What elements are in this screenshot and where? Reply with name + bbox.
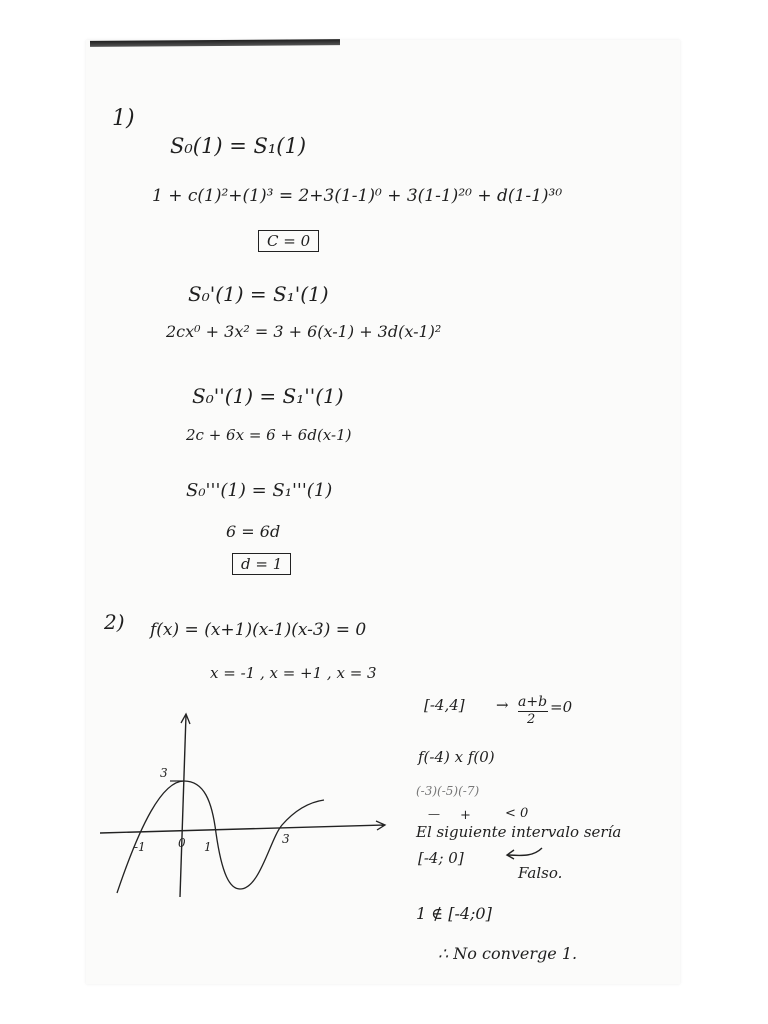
- equation-first-derivative: S₀'(1) = S₁'(1): [188, 282, 329, 306]
- function-curve: [117, 781, 324, 893]
- tick-label-x-neg1: -1: [134, 840, 146, 854]
- function-definition: f(x) = (x+1)(x-1)(x-3) = 0: [150, 620, 367, 640]
- curved-arrow-icon: [504, 844, 544, 866]
- function-graph: [100, 705, 390, 900]
- product-expression: f(-4) x f(0): [418, 748, 495, 766]
- tick-label-x-3: 3: [282, 832, 290, 846]
- sign-plus: +: [460, 808, 471, 823]
- second-derivative-expansion: 2c + 6x = 6 + 6d(x-1): [186, 426, 352, 444]
- sign-minus: —: [428, 807, 440, 821]
- problem-1-number: 1): [112, 106, 135, 131]
- equation-third-derivative: S₀'''(1) = S₁'''(1): [186, 480, 333, 501]
- result-d-box: d = 1: [232, 553, 291, 575]
- midpoint-numerator: a+b: [518, 694, 548, 710]
- roots-list: x = -1 , x = +1 , x = 3: [210, 664, 377, 682]
- not-in-interval: 1 ∉ [-4;0]: [416, 904, 492, 923]
- tick-label-x-0: 0: [178, 836, 186, 850]
- tick-label-y-3: 3: [160, 766, 168, 780]
- midpoint-equals: =0: [550, 698, 573, 716]
- midpoint-denominator: 2: [527, 712, 536, 727]
- result-c-box: C = 0: [258, 230, 319, 252]
- equation-expansion: 1 + c(1)²+(1)³ = 2+3(1-1)⁰ + 3(1-1)²⁰ + d(1-1)³⁰: [152, 186, 563, 206]
- equation-s0-equals-s1: S₀(1) = S₁(1): [170, 134, 307, 158]
- midpoint-arrow: →: [496, 696, 509, 714]
- interval: [-4,4]: [424, 696, 465, 714]
- y-axis: [180, 715, 186, 897]
- conclusion: ∴ No converge 1.: [438, 944, 578, 963]
- factor-signs: (-3)(-5)(-7): [416, 784, 480, 798]
- next-interval-text: El siguiente intervalo sería: [416, 823, 622, 841]
- tick-label-x-1: 1: [204, 840, 212, 854]
- first-derivative-expansion: 2cx⁰ + 3x² = 3 + 6(x-1) + 3d(x-1)²: [166, 322, 442, 341]
- false-label: Falso.: [518, 864, 563, 882]
- problem-2-number: 2): [104, 610, 125, 634]
- less-than-zero: < 0: [505, 806, 529, 821]
- third-derivative-expansion: 6 = 6d: [226, 522, 281, 541]
- next-interval: [-4; 0]: [418, 849, 464, 867]
- equation-second-derivative: S₀''(1) = S₁''(1): [192, 384, 344, 408]
